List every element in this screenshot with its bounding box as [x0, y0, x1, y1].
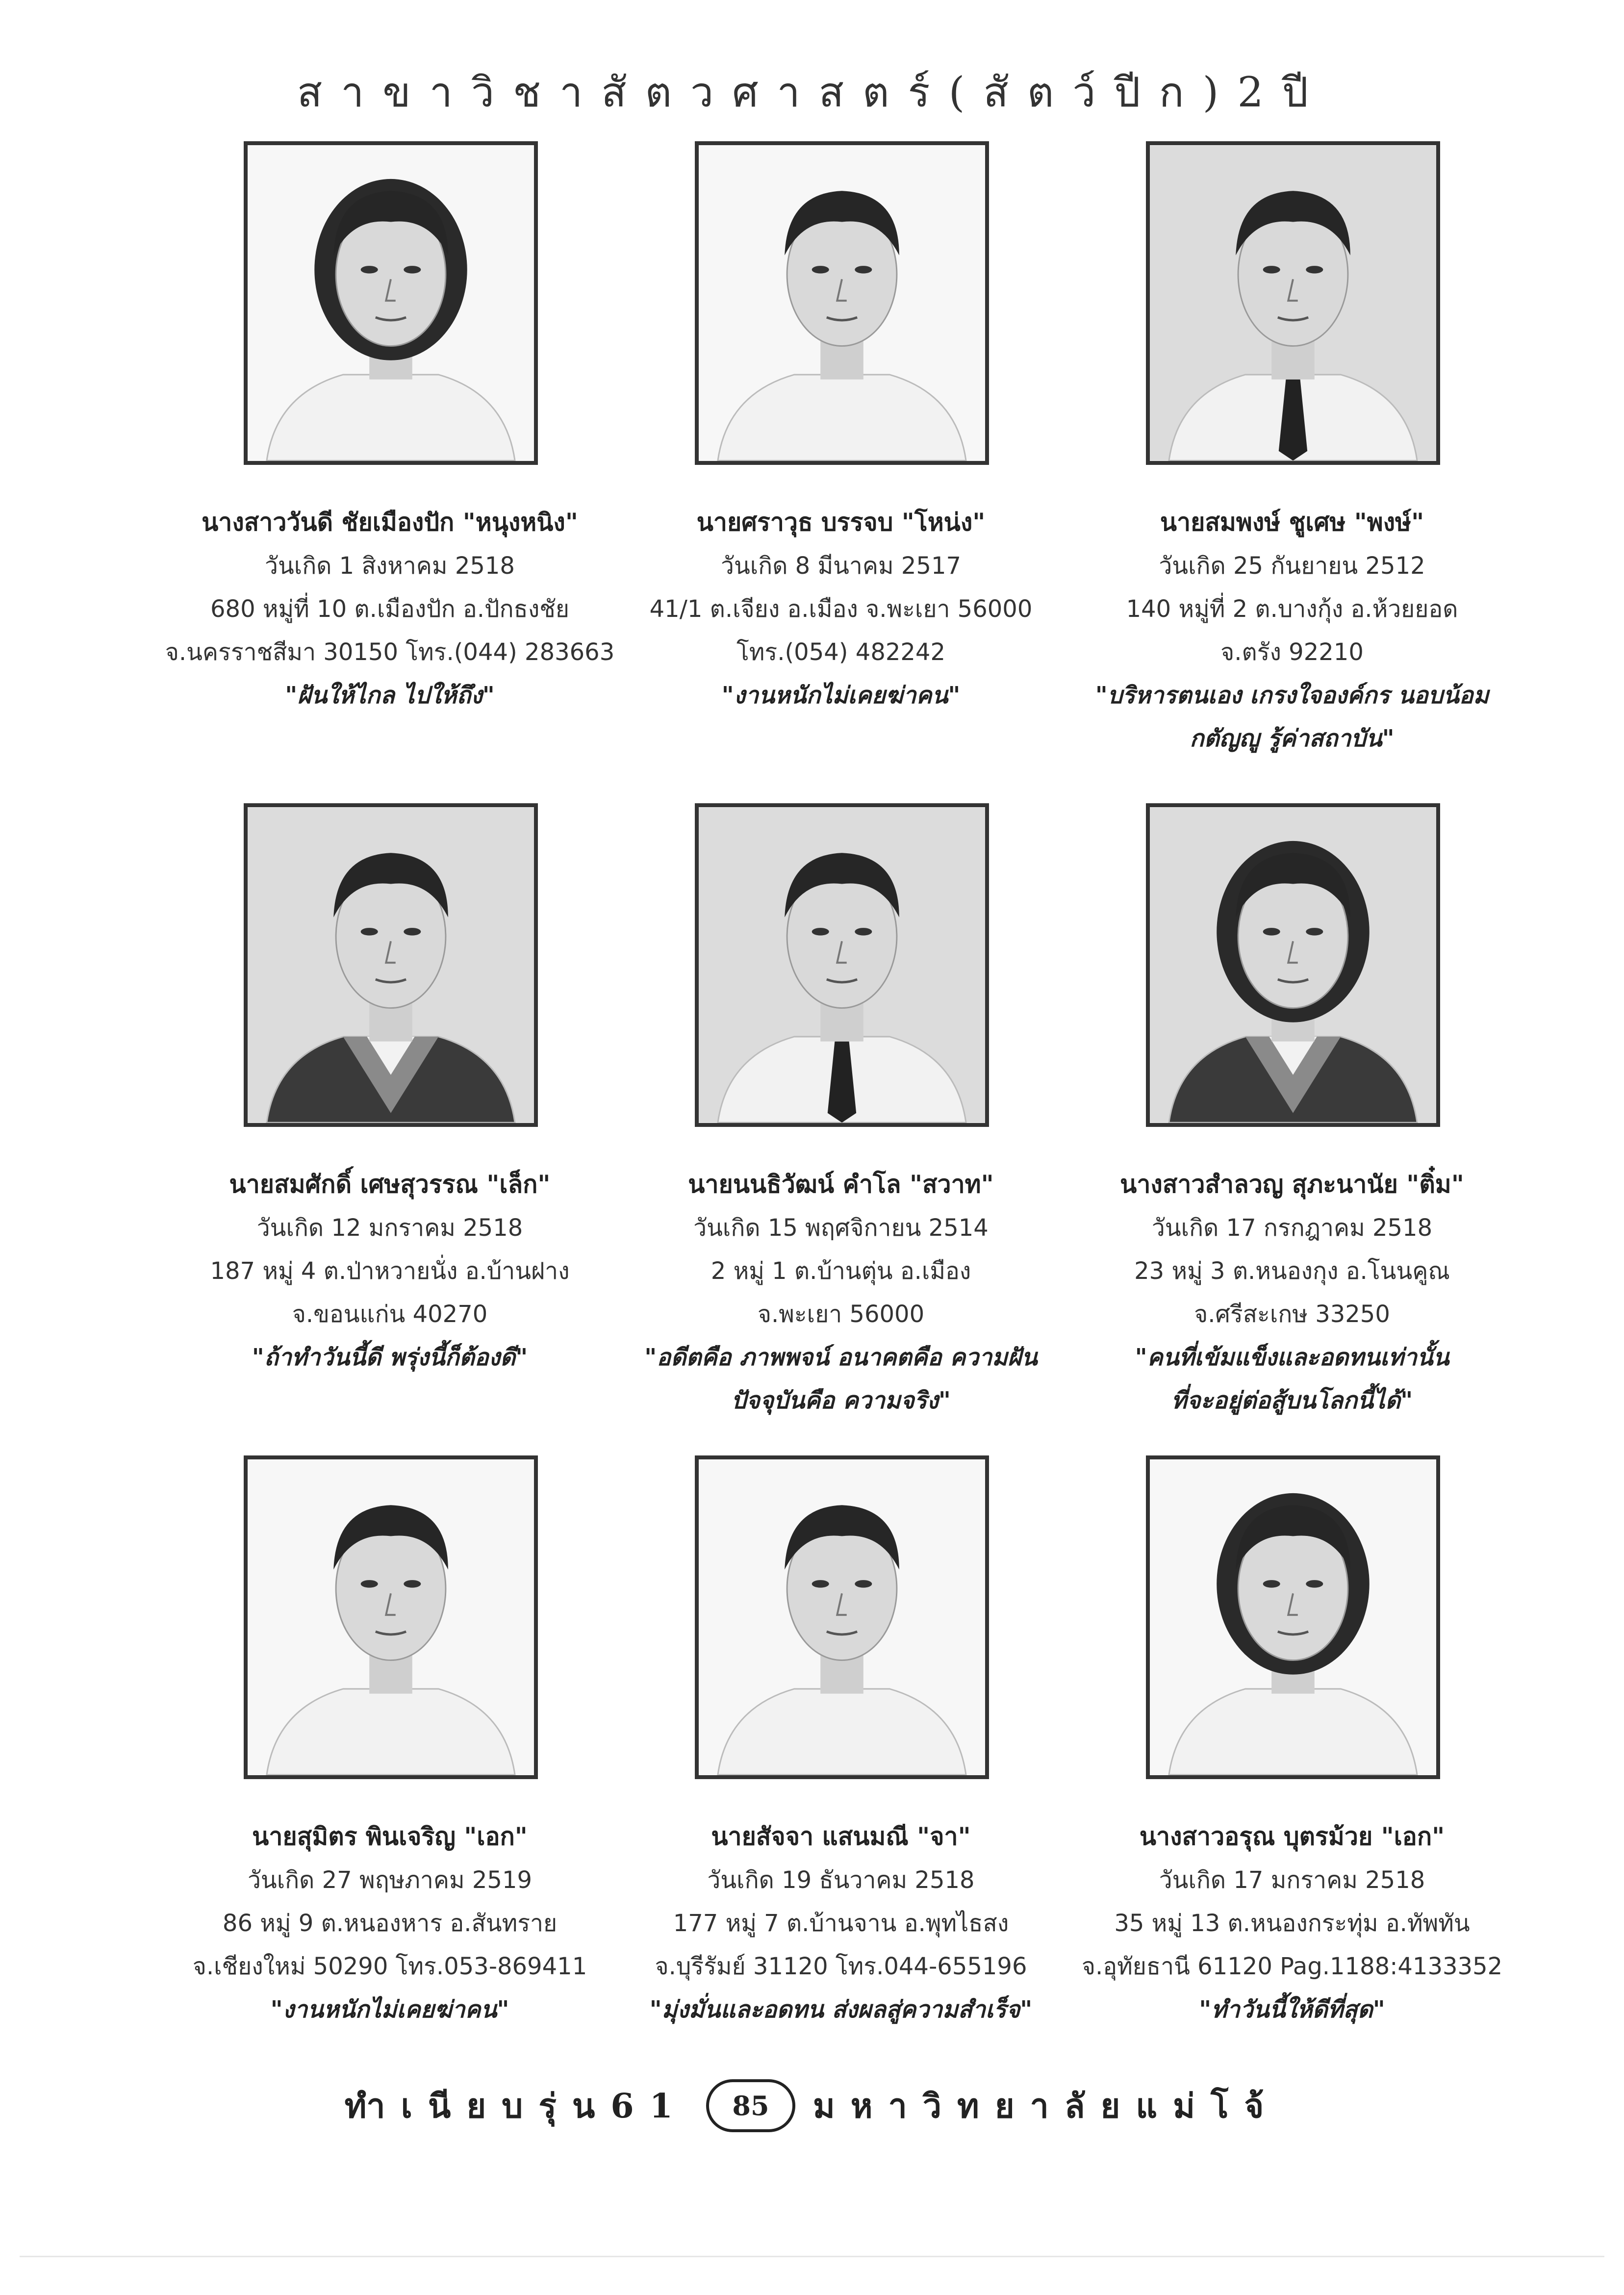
- graduate-detail-line: 41/1 ต.เจียง อ.เมือง จ.พะเยา 56000: [649, 595, 1033, 623]
- graduate-detail-line: 2 หมู่ 1 ต.บ้านตุ่น อ.เมือง: [710, 1257, 971, 1285]
- graduate-detail-line: จ.เชียงใหม่ 50290 โทร.053-869411: [192, 1953, 587, 1980]
- graduate-card: [598, 799, 1049, 1452]
- graduate-detail-line: 86 หมู่ 9 ต.หนองหาร อ.สันทราย: [222, 1910, 558, 1937]
- graduate-motto: "งานหนักไม่เคยฆ่าคน": [270, 1996, 509, 2023]
- graduate-motto: "บริหารตนเอง เกรงใจองค์กร นอบน้อม: [1095, 682, 1489, 709]
- graduate-card: [598, 137, 1049, 799]
- graduate-card: [1049, 137, 1500, 799]
- graduate-detail-line: จ.พะเยา 56000: [757, 1300, 925, 1328]
- graduate-motto: "มุ่งมั่นและอดทน ส่งผลสู่ความสำเร็จ": [649, 1996, 1033, 2023]
- page-footer: [0, 2079, 1624, 2132]
- graduate-detail-line: วันเกิด 25 กันยายน 2512: [1159, 552, 1425, 580]
- graduate-detail-line: จ.ขอนแก่น 40270: [292, 1300, 488, 1328]
- graduate-motto: "อดีตคือ ภาพพจน์ อนาคตคือ ความฝัน: [644, 1344, 1038, 1371]
- graduate-info: [147, 1814, 633, 2031]
- graduate-card: [147, 1452, 598, 2023]
- portrait-photo: [695, 141, 989, 465]
- portrait-photo: [244, 1455, 538, 1779]
- graduate-name: นายสุมิตร พินเจริญ "เอก": [252, 1822, 528, 1851]
- graduate-detail-line: วันเกิด 1 สิงหาคม 2518: [265, 552, 515, 580]
- graduate-name: นายศราวุธ บรรจบ "โหน่ง": [696, 508, 986, 536]
- graduate-detail-line: จ.ศรีสะเกษ 33250: [1194, 1300, 1390, 1328]
- graduate-detail-line: วันเกิด 27 พฤษภาคม 2519: [247, 1866, 533, 1894]
- graduate-card: [1049, 799, 1500, 1452]
- graduate-motto: "งานหนักไม่เคยฆ่าคน": [721, 682, 961, 709]
- portrait-photo: [695, 803, 989, 1127]
- graduate-name: นายสมศักดิ์ เศษสุวรรณ "เล็ก": [229, 1170, 551, 1198]
- graduate-card: [598, 1452, 1049, 2023]
- graduate-name: นายสัจจา แสนมณี "จา": [711, 1822, 971, 1851]
- footer-yearbook-title: ทำเนียบรุ่น61: [344, 2087, 688, 2126]
- graduate-detail-line: 35 หมู่ 13 ต.หนองกระทุ่ม อ.ทัพทัน: [1114, 1910, 1470, 1937]
- graduate-info: [1049, 500, 1535, 760]
- portrait-photo: [1146, 803, 1440, 1127]
- graduate-grid: [147, 137, 1503, 2023]
- portrait-photo: [244, 141, 538, 465]
- graduate-detail-line: วันเกิด 19 ธันวาคม 2518: [707, 1866, 975, 1894]
- portrait-photo: [1146, 1455, 1440, 1779]
- graduate-detail-line: 177 หมู่ 7 ต.บ้านจาน อ.พุทไธสง: [673, 1910, 1009, 1937]
- graduate-motto: "ฝันให้ไกล ไปให้ถึง": [285, 682, 495, 709]
- graduate-name: นายสมพงษ์ ชูเศษ "พงษ์": [1160, 508, 1424, 536]
- graduate-detail-line: วันเกิด 8 มีนาคม 2517: [720, 552, 962, 580]
- graduate-detail-line: วันเกิด 17 มกราคม 2518: [1159, 1866, 1425, 1894]
- graduate-motto: "ทำวันนี้ให้ดีที่สุด": [1199, 1996, 1385, 2023]
- page-number: 85: [706, 2079, 795, 2132]
- page-title: สาขาวิชาสัตวศาสตร์(สัตว์ปีก)2ปี: [297, 68, 1327, 116]
- graduate-motto: "ถ้าทำวันนี้ดี พรุ่งนี้ก็ต้องดี": [252, 1344, 528, 1371]
- graduate-motto: "คนที่เข้มแข็งและอดทนเท่านั้น: [1135, 1344, 1449, 1371]
- graduate-info: [147, 500, 633, 717]
- graduate-card: [147, 799, 598, 1452]
- graduate-name: นางสาววันดี ชัยเมืองปัก "หนุงหนิง": [202, 508, 578, 536]
- graduate-motto: กตัญญู รู้ค่าสถาบัน": [1190, 725, 1395, 752]
- graduate-detail-line: วันเกิด 12 มกราคม 2518: [256, 1214, 523, 1242]
- graduate-motto: ที่จะอยู่ต่อสู้บนโลกนี้ได้": [1171, 1387, 1413, 1414]
- graduate-name: นายนนธิวัฒน์ คำโล "สวาท": [688, 1170, 994, 1198]
- graduate-detail-line: 23 หมู่ 3 ต.หนองกุง อ.โนนคูณ: [1134, 1257, 1450, 1285]
- graduate-name: นางสาวอรุณ บุตรม้วย "เอก": [1139, 1822, 1445, 1851]
- graduate-info: [147, 1162, 633, 1379]
- footer-university: มหาวิทยาลัยแม่โจ้: [812, 2087, 1280, 2126]
- graduate-info: [598, 1814, 1084, 2031]
- graduate-info: [598, 500, 1084, 717]
- graduate-detail-line: วันเกิด 17 กรกฎาคม 2518: [1151, 1214, 1433, 1242]
- graduate-info: [1049, 1162, 1535, 1422]
- graduate-detail-line: จ.อุทัยธานี 61120 Pag.1188:4133352: [1081, 1953, 1503, 1980]
- graduate-card: [147, 137, 615, 799]
- graduate-detail-line: จ.บุรีรัมย์ 31120 โทร.044-655196: [655, 1953, 1027, 1980]
- graduate-detail-line: 187 หมู่ 4 ต.ป่าหวายนั่ง อ.บ้านฝาง: [210, 1257, 570, 1285]
- portrait-photo: [1146, 141, 1440, 465]
- graduate-detail-line: วันเกิด 15 พฤศจิกายน 2514: [693, 1214, 989, 1242]
- graduate-name: นางสาวสำลวญ สุภะนานัย "ติ๋ม": [1120, 1170, 1464, 1198]
- graduate-detail-line: 680 หมู่ที่ 10 ต.เมืองปัก อ.ปักธงชัย: [210, 595, 569, 623]
- graduate-detail-line: 140 หมู่ที่ 2 ต.บางกุ้ง อ.ห้วยยอด: [1126, 595, 1458, 623]
- graduate-motto: ปัจจุบันคือ ความจริง": [731, 1387, 951, 1414]
- graduate-detail-line: จ.นครราชสีมา 30150 โทร.(044) 283663: [165, 638, 615, 666]
- portrait-photo: [695, 1455, 989, 1779]
- graduate-card: [1049, 1452, 1503, 2023]
- graduate-info: [598, 1162, 1084, 1422]
- graduate-info: [1049, 1814, 1535, 2031]
- graduate-detail-line: โทร.(054) 482242: [736, 638, 946, 666]
- portrait-photo: [244, 803, 538, 1127]
- graduate-detail-line: จ.ตรัง 92210: [1220, 638, 1364, 666]
- bottom-rule: [20, 2256, 1604, 2257]
